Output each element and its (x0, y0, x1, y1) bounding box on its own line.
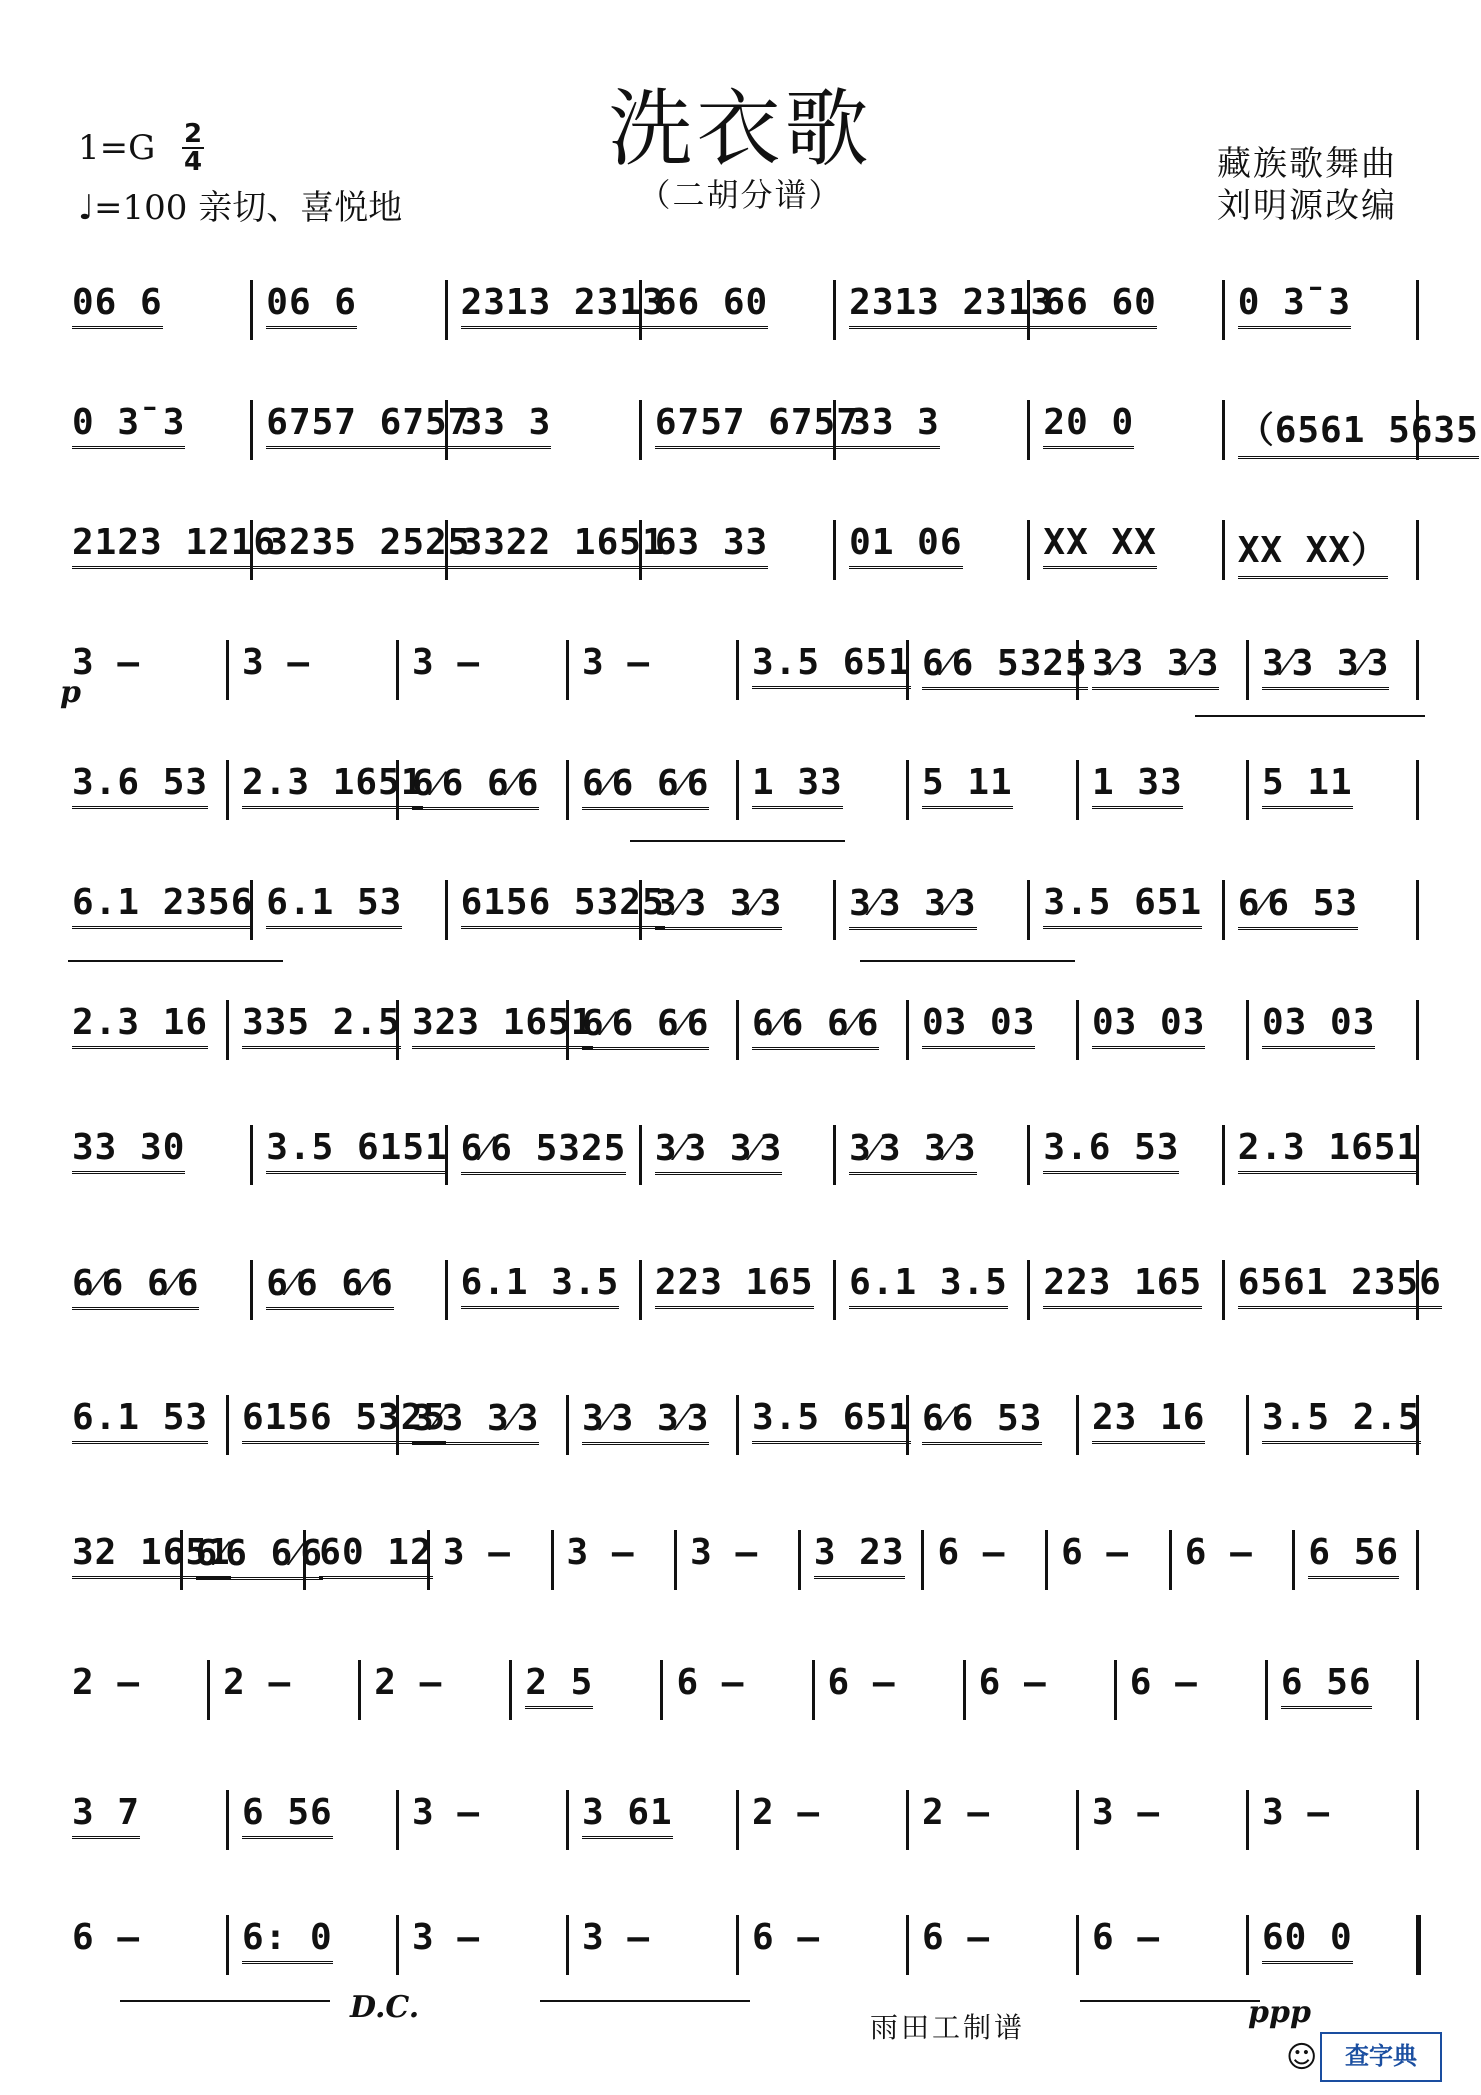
score-system (62, 640, 1422, 700)
credit-arranger: 刘明源改编 (1217, 186, 1397, 226)
barline (1222, 1125, 1225, 1185)
barline (674, 1530, 677, 1590)
barline (1265, 1660, 1268, 1720)
barline (639, 280, 642, 340)
barline (1222, 400, 1225, 460)
barline (1076, 1395, 1079, 1455)
measure: 3235 2525 (266, 522, 471, 563)
measure: 2 – (223, 1662, 292, 1703)
measure: XX XX） (1238, 522, 1388, 573)
measure: 6 56 (1280, 1662, 1372, 1703)
measure: 3 – (412, 1792, 481, 1833)
measure: （6561 5635 (1238, 402, 1479, 453)
barline (396, 1915, 399, 1975)
barline (906, 1790, 909, 1850)
measure: 6⁄6 53 (922, 1398, 1043, 1439)
barline (906, 1395, 909, 1455)
barline (445, 1125, 448, 1185)
measure: 3.6 53 (72, 762, 209, 803)
measure: 6⁄6 6⁄6 (412, 763, 540, 804)
measure: 5 11 (922, 762, 1013, 803)
score-system (62, 1260, 1442, 1320)
hairpin-mark (860, 960, 1075, 962)
time-signature (182, 119, 204, 177)
barline (226, 1915, 229, 1975)
measure: 2 – (752, 1792, 821, 1833)
measure: 3 – (442, 1532, 511, 1573)
barline (396, 1000, 399, 1060)
measure: 6 – (922, 1917, 991, 1958)
barline (250, 1125, 253, 1185)
measure: 6 – (937, 1532, 1006, 1573)
barline (1027, 520, 1030, 580)
barline (1416, 280, 1419, 340)
measure: 335 2.5 (242, 1002, 401, 1043)
barline (1045, 1530, 1048, 1590)
measure: 6.1 53 (72, 1397, 209, 1438)
barline (639, 1260, 642, 1320)
measure: 6156 5325 (460, 882, 665, 923)
measure: 60 12 (319, 1532, 433, 1573)
barline (1416, 760, 1419, 820)
measure: 6 – (1092, 1917, 1161, 1958)
measure: XX XX (1043, 522, 1157, 563)
barline (358, 1660, 361, 1720)
barline (566, 1000, 569, 1060)
dynamic-p: p (60, 675, 81, 710)
hairpin-mark (1080, 2000, 1260, 2002)
score-system (62, 280, 1422, 340)
measure: 3⁄3 3⁄3 (849, 883, 977, 924)
measure: 60 0 (1262, 1917, 1353, 1958)
barline (1246, 1915, 1249, 1975)
barline (303, 1530, 306, 1590)
measure: 3 – (1092, 1792, 1161, 1833)
measure: 6.1 53 (266, 882, 403, 923)
score-system (62, 1530, 1422, 1590)
measure: 6⁄6 6⁄6 (752, 1003, 880, 1044)
barline (1027, 1260, 1030, 1320)
hairpin-mark (630, 840, 845, 842)
barline (551, 1530, 554, 1590)
measure: 6.1 2356 (72, 882, 254, 923)
barline (1416, 1125, 1419, 1185)
measure: 6561 2356 (1237, 1262, 1442, 1303)
measure: 223 165 (654, 1262, 814, 1303)
barline (566, 640, 569, 700)
measure: 32 1651 (72, 1532, 231, 1573)
measure: 3.5 2.5 (1262, 1397, 1421, 1438)
measure: 01 06 (849, 522, 963, 563)
hairpin-mark (120, 2000, 330, 2002)
site-logo: 查字典 (1320, 2032, 1442, 2082)
dynamic-ppp: ppp (1248, 1995, 1311, 2030)
measure: 1 33 (752, 762, 843, 803)
barline (509, 1660, 512, 1720)
barline (906, 760, 909, 820)
score-system (62, 760, 1422, 820)
barline (1416, 1000, 1419, 1060)
barline (445, 280, 448, 340)
measure: 6⁄6 6⁄6 (582, 1003, 710, 1044)
measure: 6⁄6 5325 (922, 643, 1088, 684)
measure: 3 61 (582, 1792, 673, 1833)
barline (1416, 1530, 1419, 1590)
barline (566, 760, 569, 820)
dynamic-dc: D.C. (350, 1990, 420, 2025)
credit-origin: 藏族歌舞曲 (1217, 144, 1397, 184)
measure: 3 – (412, 1917, 481, 1958)
measure: 3⁄3 3⁄3 (582, 1398, 710, 1439)
score-system (62, 880, 1422, 940)
measure: 6 – (827, 1662, 896, 1703)
barline (906, 640, 909, 700)
measure: 6: 0 (242, 1917, 333, 1958)
measure: 3 – (412, 642, 481, 683)
barline (1076, 1790, 1079, 1850)
measure: 6 – (1129, 1662, 1198, 1703)
measure: 3 – (566, 1532, 635, 1573)
measure: 33 30 (72, 1127, 186, 1168)
measure: 33 3 (460, 402, 552, 443)
measure: 6⁄6 53 (1237, 883, 1359, 924)
measure: 2 – (374, 1662, 443, 1703)
measure: 66 60 (1043, 282, 1157, 323)
barline (812, 1660, 815, 1720)
barline (736, 640, 739, 700)
barline (1416, 520, 1419, 580)
barline (736, 1915, 739, 1975)
measure: 2.3 16 (72, 1002, 209, 1043)
barline (226, 1000, 229, 1060)
measure: 66 60 (654, 282, 769, 323)
measure: 2313 2313 (849, 282, 1054, 323)
measure: 06 6 (266, 282, 357, 323)
measure: 6 – (752, 1917, 821, 1958)
measure: 06 6 (72, 282, 163, 323)
barline (427, 1530, 430, 1590)
meter-bottom: 4 (183, 147, 203, 177)
measure: 23 16 (1092, 1397, 1206, 1438)
barline (250, 880, 253, 940)
hairpin-mark (540, 2000, 750, 2002)
barline (226, 640, 229, 700)
barline (396, 1790, 399, 1850)
barline (250, 520, 253, 580)
measure: 6.1 3.5 (849, 1262, 1008, 1303)
barline (566, 1790, 569, 1850)
measure: 3⁄3 3⁄3 (849, 1128, 977, 1169)
barline (833, 1260, 836, 1320)
measure: 6 – (676, 1662, 745, 1703)
barline (906, 1915, 909, 1975)
barline (1222, 1260, 1225, 1320)
barline (445, 1260, 448, 1320)
barline (1246, 760, 1249, 820)
measure: 3⁄3 3⁄3 (1262, 643, 1390, 684)
barline (639, 1125, 642, 1185)
measure: 2123 1216 (72, 522, 277, 563)
engraver-credit: 雨田工制谱 (870, 2011, 1026, 2044)
barline (396, 760, 399, 820)
measure: 3.5 651 (752, 642, 911, 683)
barline (1027, 880, 1030, 940)
score-system (62, 1660, 1422, 1720)
barline (1076, 640, 1079, 700)
measure: 2.3 1651 (1237, 1127, 1420, 1168)
barline (396, 1395, 399, 1455)
measure: 63 33 (654, 522, 769, 563)
measure: 6 – (1061, 1532, 1130, 1573)
barline (921, 1530, 924, 1590)
barline (445, 880, 448, 940)
barline (1292, 1530, 1295, 1590)
measure: 6156 5325 (242, 1397, 447, 1438)
barline (660, 1660, 663, 1720)
barline (250, 280, 253, 340)
barline (736, 1790, 739, 1850)
score-system (62, 1000, 1422, 1060)
barline (1076, 1915, 1079, 1975)
key-signature: 1=G (78, 128, 156, 168)
barline (1222, 880, 1225, 940)
barline (798, 1530, 801, 1590)
measure: 6⁄6 6⁄6 (582, 763, 710, 804)
barline (566, 1395, 569, 1455)
barline (226, 760, 229, 820)
barline (250, 1260, 253, 1320)
barline (1416, 400, 1419, 460)
score-system (62, 1125, 1422, 1185)
measure: 3⁄3 3⁄3 (654, 883, 783, 924)
measure: 3.5 6151 (266, 1127, 448, 1168)
barline (566, 1915, 569, 1975)
measure: 03 03 (1092, 1002, 1206, 1043)
barline (1114, 1660, 1117, 1720)
measure: 3⁄3 3⁄3 (1092, 643, 1220, 684)
measure: 3.5 651 (752, 1397, 911, 1438)
mascot-icon: ☺ (1286, 2040, 1318, 2075)
barline (639, 400, 642, 460)
measure: 6⁄6 5325 (460, 1128, 627, 1169)
measure: 3 23 (813, 1532, 905, 1573)
barline (1246, 1000, 1249, 1060)
score-system (62, 1915, 1422, 1975)
measure: 3 – (582, 1917, 651, 1958)
measure: 6⁄6 6⁄6 (266, 1263, 394, 1304)
barline (250, 400, 253, 460)
measure: 6 56 (242, 1792, 333, 1833)
meter-top: 2 (183, 119, 203, 149)
page-title: 洗衣歌 (608, 80, 873, 178)
measure: 6 – (72, 1917, 141, 1958)
measure: 6 – (978, 1662, 1047, 1703)
measure: 6⁄6 6⁄6 (195, 1533, 324, 1574)
measure: 2 – (922, 1792, 991, 1833)
measure: 3.5 651 (1043, 882, 1203, 923)
barline (906, 1000, 909, 1060)
barline (736, 1395, 739, 1455)
barline (1027, 280, 1030, 340)
measure: 6⁄6 6⁄6 (72, 1263, 200, 1304)
measure: 2 5 (525, 1662, 594, 1703)
barline (1416, 1395, 1419, 1455)
barline (736, 760, 739, 820)
measure: 3⁄3 3⁄3 (412, 1398, 540, 1439)
barline (639, 880, 642, 940)
measure: 1 33 (1092, 762, 1183, 803)
barline (833, 1125, 836, 1185)
measure: 03 03 (1262, 1002, 1376, 1043)
measure: 33 3 (849, 402, 940, 443)
measure: 3 – (242, 642, 311, 683)
measure: 3 – (690, 1532, 759, 1573)
barline (639, 520, 642, 580)
barline (180, 1530, 183, 1590)
barline (1027, 400, 1030, 460)
measure: 223 165 (1043, 1262, 1203, 1303)
barline (1416, 1790, 1419, 1850)
barline (1416, 640, 1419, 700)
measure: 2 – (72, 1662, 141, 1703)
barline (226, 1790, 229, 1850)
barline (445, 520, 448, 580)
barline (736, 1000, 739, 1060)
barline (1246, 1790, 1249, 1850)
measure: 0 3̄ 3 (1237, 282, 1352, 323)
measure: 20 0 (1043, 402, 1135, 443)
barline (1076, 1000, 1079, 1060)
hairpin-mark (68, 960, 283, 962)
barline (833, 520, 836, 580)
tempo-marking: ♩=100 亲切、喜悦地 (78, 188, 403, 228)
barline (1222, 280, 1225, 340)
measure: 6757 6757 (266, 402, 471, 443)
barline (1246, 1395, 1249, 1455)
measure: 6 – (1184, 1532, 1253, 1573)
score-system (62, 1790, 1422, 1850)
measure: 6.1 3.5 (460, 1262, 620, 1303)
measure: 5 11 (1262, 762, 1353, 803)
measure: 2313 2313 (460, 282, 665, 323)
barline (207, 1660, 210, 1720)
measure: 6757 6757 (654, 402, 859, 443)
barline (1076, 760, 1079, 820)
measure: 3 – (1262, 1792, 1331, 1833)
barline (963, 1660, 966, 1720)
barline (1416, 1660, 1419, 1720)
measure: 0 3̄ 3 (72, 402, 186, 443)
hairpin-mark (1195, 715, 1425, 717)
barline (833, 400, 836, 460)
barline (1416, 880, 1419, 940)
barline (226, 1395, 229, 1455)
score-system (62, 1395, 1422, 1455)
measure: 323 1651 (412, 1002, 594, 1043)
barline (833, 880, 836, 940)
barline (1416, 1915, 1421, 1975)
barline (1169, 1530, 1172, 1590)
barline (1222, 520, 1225, 580)
measure: 3.6 53 (1043, 1127, 1180, 1168)
page-subtitle: （二胡分谱） (638, 176, 843, 214)
barline (1027, 1125, 1030, 1185)
measure: 3 – (72, 642, 141, 683)
score-system (62, 520, 1422, 580)
measure: 3⁄3 3⁄3 (654, 1128, 783, 1169)
barline (396, 640, 399, 700)
barline (833, 280, 836, 340)
measure: 2.3 1651 (242, 762, 424, 803)
measure: 03 03 (922, 1002, 1036, 1043)
barline (1416, 1260, 1419, 1320)
barline (445, 400, 448, 460)
measure: 3 7 (72, 1792, 141, 1833)
measure: 6 56 (1308, 1532, 1400, 1573)
barline (1246, 640, 1249, 700)
measure: 3 – (582, 642, 651, 683)
score-system (62, 400, 1479, 460)
measure: 3322 1651 (460, 522, 665, 563)
